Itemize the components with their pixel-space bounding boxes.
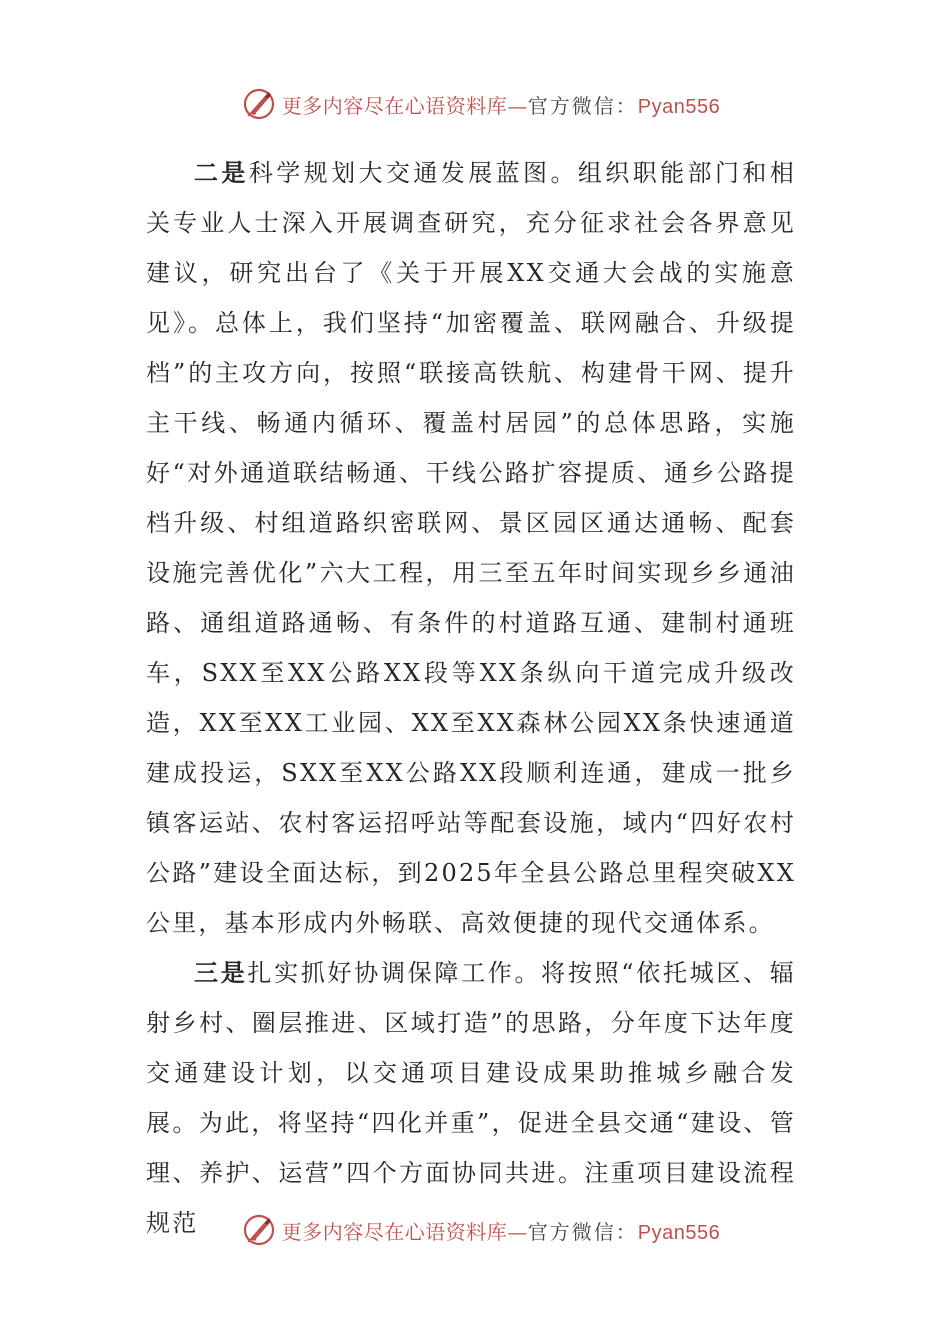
banner-dash: — [507, 93, 528, 118]
paragraph-body: 科学规划大交通发展蓝图。组织职能部门和相关专业人士深入开展调查研究，充分征求社会各界意见建议，研究出台了《关于开展XX交通大会战的实施意见》。总体上，我们坚持“加密覆盖、联网融合、升级提档”的主攻方向，按照“联接高铁航、构建骨干网、提升主干线、畅通内循环、覆盖村居园”的总体思路，实施好“对外通道联结畅通、干线公路扩容提质、通乡公路提档升级、村组道路织密联网、景区园区通达通畅、配套设施完善优化”六大工程，用三至五年时间实现乡乡通油路、通组道路通畅、有条件的村道路互通、建制村通班车，SXX至XX公路XX段等XX条纵向干道完成升级改造，XX至XX工业园、XX至XX森林公园XX条快速通道建成投运，SXX至XX公路XX段顺利连通，建成一批乡镇客运站、农村客运招呼站等配套设施，域内“四好农村公路”建设全面达标，到2025年全县公路总里程突破XX公里，基本形成内外畅联、高效便捷的现代交通体系。 [146, 159, 796, 937]
banner-wechat-id: Pyan556 [637, 1221, 721, 1244]
paragraph-lead: 三是 [194, 958, 248, 987]
banner-dash: — [507, 1219, 528, 1244]
paragraph-body: 扎实抓好协调保障工作。将按照“依托城区、辐射乡村、圈层推进、区域打造”的思路，分年度下达年度交通建设计划，以交通项目建设成果助推城乡融合发展。为此，将坚持“四化并重”，促进全县交通“建设、管理、养护、运营”四个方面协同共进。注重项目建设流程规范 [146, 959, 797, 1237]
pen-logo-icon [242, 87, 276, 121]
banner-main-text: 更多内容尽在心语资料库 [281, 1219, 508, 1244]
banner-wechat-label: 官方微信： [527, 1219, 638, 1244]
document-body [146, 148, 796, 1248]
banner-wechat-label: 官方微信： [527, 93, 638, 118]
banner-text [282, 90, 720, 119]
footer-banner [0, 1210, 950, 1250]
banner-wechat-id: Pyan556 [637, 95, 721, 118]
header-banner [0, 84, 950, 124]
pen-logo-icon [242, 1213, 276, 1247]
banner-content [230, 1213, 720, 1247]
banner-main-text: 更多内容尽在心语资料库 [281, 93, 508, 118]
paragraph-lead: 二是 [194, 158, 249, 187]
banner-content [230, 87, 720, 121]
paragraph-two [146, 148, 796, 948]
paragraph-three [146, 948, 796, 1248]
banner-text [282, 1216, 720, 1245]
